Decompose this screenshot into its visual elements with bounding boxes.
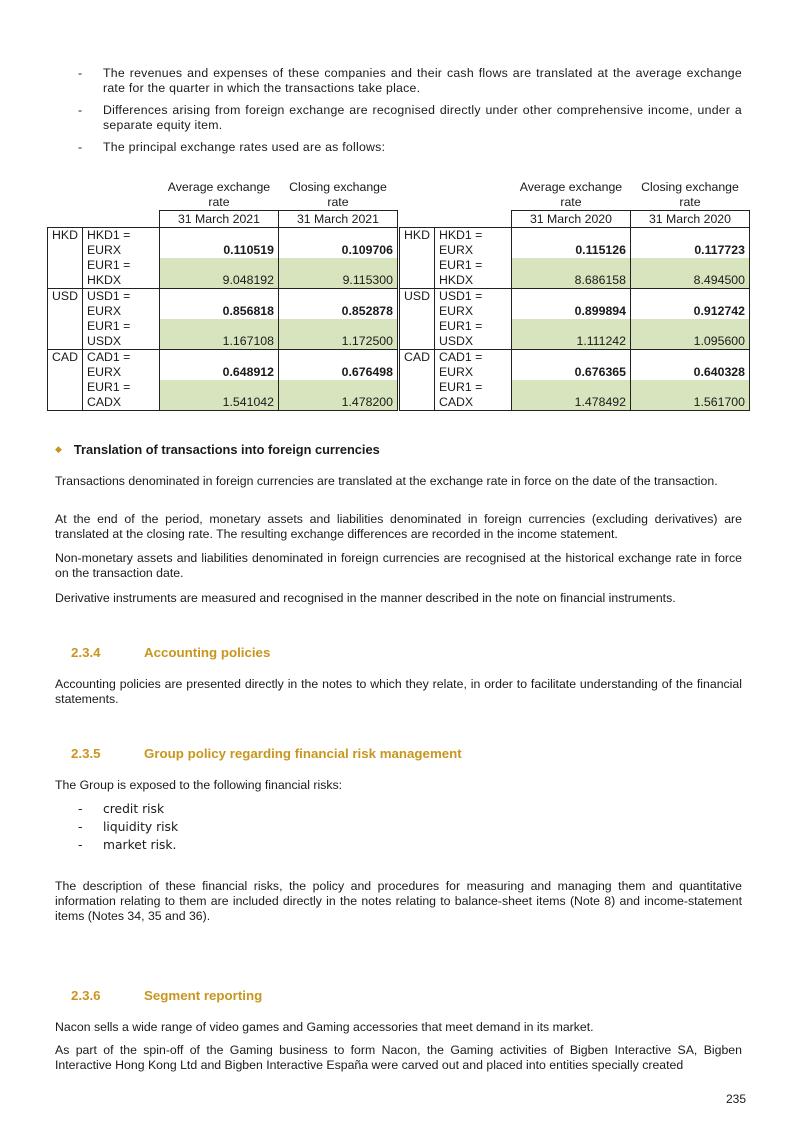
table-row bbox=[48, 289, 398, 320]
risk-list bbox=[78, 800, 178, 854]
closing-value: 0.852878 bbox=[278, 289, 397, 320]
section-title: Group policy regarding financial risk management bbox=[144, 746, 462, 761]
page-number: 235 bbox=[726, 1092, 747, 1106]
list-item bbox=[78, 800, 178, 818]
avg-value: 0.676365 bbox=[511, 350, 630, 381]
closing-value: 8.494500 bbox=[630, 258, 749, 289]
closing-value: 9.115300 bbox=[278, 258, 397, 289]
section-heading-2-3-4 bbox=[71, 645, 270, 660]
table-header-row bbox=[48, 180, 398, 211]
list-item bbox=[78, 66, 742, 96]
list-item-text: The principal exchange rates used are as follows: bbox=[103, 140, 386, 154]
list-item bbox=[78, 836, 178, 854]
table-row bbox=[48, 228, 398, 259]
paragraph: At the end of the period, monetary assets and liabilities denominated in foreign currencies (excluding derivatives) are translated at the closing rate. The resulting exchange differences are recorded in the income statement. bbox=[55, 512, 742, 541]
date-row bbox=[48, 211, 398, 228]
paragraph: The Group is exposed to the following financial risks: bbox=[55, 778, 343, 792]
paragraph: Derivative instruments are measured and recognised in the manner described in the note on financial instruments. bbox=[55, 591, 676, 605]
closing-value: 0.912742 bbox=[630, 289, 749, 320]
closing-rate-header: Closing exchange rate bbox=[289, 180, 387, 209]
list-item bbox=[78, 103, 742, 133]
table-row bbox=[400, 319, 750, 350]
list-item bbox=[78, 140, 742, 155]
avg-value: 0.115126 bbox=[511, 228, 630, 259]
pair-label: HKD1 = EURX bbox=[434, 228, 511, 259]
intro-list bbox=[78, 66, 742, 162]
pair-label: EUR1 = USDX bbox=[82, 319, 159, 350]
avg-value: 0.899894 bbox=[511, 289, 630, 320]
translation-title: Translation of transactions into foreign currencies bbox=[73, 442, 380, 457]
section-number: 2.3.5 bbox=[71, 746, 101, 761]
date-row bbox=[400, 211, 750, 228]
table-row bbox=[48, 258, 398, 289]
table-row bbox=[400, 380, 750, 411]
pair-label: EUR1 = CADX bbox=[82, 380, 159, 411]
avg-date: 31 March 2021 bbox=[159, 211, 278, 228]
closing-value: 1.172500 bbox=[278, 319, 397, 350]
closing-value: 1.095600 bbox=[630, 319, 749, 350]
pair-label: EUR1 = HKDX bbox=[82, 258, 159, 289]
pair-label: HKD1 = EURX bbox=[82, 228, 159, 259]
closing-rate-header: Closing exchange rate bbox=[641, 180, 739, 209]
table-row bbox=[48, 319, 398, 350]
avg-value: 0.856818 bbox=[159, 289, 278, 320]
currency-code: HKD bbox=[400, 228, 435, 289]
currency-code: USD bbox=[400, 289, 435, 350]
paragraph: The description of these financial risks, the policy and procedures for measuring and managing them and quantitative information relating to them are included directly in the notes relating to balance-sheet items (Note 8) and income-statement items (Notes 34, 35 and 36). bbox=[55, 879, 742, 923]
avg-value: 0.648912 bbox=[159, 350, 278, 381]
pair-label: EUR1 = HKDX bbox=[434, 258, 511, 289]
pair-label: EUR1 = CADX bbox=[434, 380, 511, 411]
diamond-bullet-icon: ◆ bbox=[55, 444, 62, 454]
currency-code: USD bbox=[48, 289, 83, 350]
table-row bbox=[400, 258, 750, 289]
avg-value: 1.478492 bbox=[511, 380, 630, 411]
closing-value: 0.117723 bbox=[630, 228, 749, 259]
list-item-text: Differences arising from foreign exchange are recognised directly under other comprehensive income, under a separate equity item. bbox=[103, 103, 742, 132]
dash-marker: - bbox=[78, 103, 83, 117]
pair-label: USD1 = EURX bbox=[434, 289, 511, 320]
avg-value: 1.541042 bbox=[159, 380, 278, 411]
avg-value: 1.167108 bbox=[159, 319, 278, 350]
closing-value: 0.109706 bbox=[278, 228, 397, 259]
closing-date: 31 March 2021 bbox=[278, 211, 397, 228]
dash-marker: - bbox=[78, 140, 83, 154]
table-row bbox=[400, 228, 750, 259]
closing-value: 1.478200 bbox=[278, 380, 397, 411]
avg-value: 0.110519 bbox=[159, 228, 278, 259]
avg-rate-header: Average exchange rate bbox=[167, 180, 271, 209]
table-row bbox=[400, 289, 750, 320]
table-row bbox=[400, 350, 750, 381]
section-number: 2.3.6 bbox=[71, 988, 101, 1003]
paragraph: Transactions denominated in foreign currencies are translated at the exchange rate in force on the date of the transaction. bbox=[55, 474, 718, 488]
avg-date: 31 March 2020 bbox=[511, 211, 630, 228]
risk-item-text: liquidity risk bbox=[103, 820, 179, 834]
closing-value: 0.676498 bbox=[278, 350, 397, 381]
section-number: 2.3.4 bbox=[71, 645, 101, 660]
pair-label: CAD1 = EURX bbox=[434, 350, 511, 381]
dash-marker: - bbox=[78, 820, 83, 834]
dash-marker: - bbox=[78, 838, 83, 852]
dash-marker: - bbox=[78, 66, 83, 80]
dash-marker: - bbox=[78, 802, 83, 816]
avg-value: 9.048192 bbox=[159, 258, 278, 289]
section-heading-2-3-5 bbox=[71, 746, 462, 761]
section-heading-2-3-6 bbox=[71, 988, 262, 1003]
currency-code: HKD bbox=[48, 228, 83, 289]
table-header-row bbox=[400, 180, 750, 211]
closing-value: 0.640328 bbox=[630, 350, 749, 381]
section-title: Accounting policies bbox=[144, 645, 271, 660]
fx-table-2021 bbox=[47, 180, 398, 411]
paragraph: Nacon sells a wide range of video games and Gaming accessories that meet demand in its market. bbox=[55, 1020, 594, 1034]
closing-value: 1.561700 bbox=[630, 380, 749, 411]
pair-label: USD1 = EURX bbox=[82, 289, 159, 320]
pair-label: EUR1 = USDX bbox=[434, 319, 511, 350]
closing-date: 31 March 2020 bbox=[630, 211, 749, 228]
pair-label: CAD1 = EURX bbox=[82, 350, 159, 381]
avg-rate-header: Average exchange rate bbox=[519, 180, 623, 209]
paragraph: Non-monetary assets and liabilities denominated in foreign currencies are recognised at the historical exchange rate in force on the transaction date. bbox=[55, 551, 742, 580]
avg-value: 8.686158 bbox=[511, 258, 630, 289]
risk-item-text: credit risk bbox=[103, 802, 165, 816]
risk-item-text: market risk. bbox=[103, 838, 177, 852]
table-row bbox=[48, 350, 398, 381]
translation-heading bbox=[55, 442, 380, 459]
list-item bbox=[78, 818, 178, 836]
paragraph: As part of the spin-off of the Gaming business to form Nacon, the Gaming activities of Bigben Interactive SA, Bigben Interactive Hong Kong Ltd and Bigben Interactive España were carved out and placed into entities specially created bbox=[55, 1043, 742, 1072]
paragraph: Accounting policies are presented directly in the notes to which they relate, in order to facilitate understanding of the financial statements. bbox=[55, 677, 742, 706]
currency-code: CAD bbox=[48, 350, 83, 411]
currency-code: CAD bbox=[400, 350, 435, 411]
avg-value: 1.111242 bbox=[511, 319, 630, 350]
table-row bbox=[48, 380, 398, 411]
section-title: Segment reporting bbox=[144, 988, 263, 1003]
fx-table-2020 bbox=[399, 180, 750, 411]
list-item-text: The revenues and expenses of these companies and their cash flows are translated at the average exchange rate for the quarter in which the transactions take place. bbox=[103, 66, 742, 95]
